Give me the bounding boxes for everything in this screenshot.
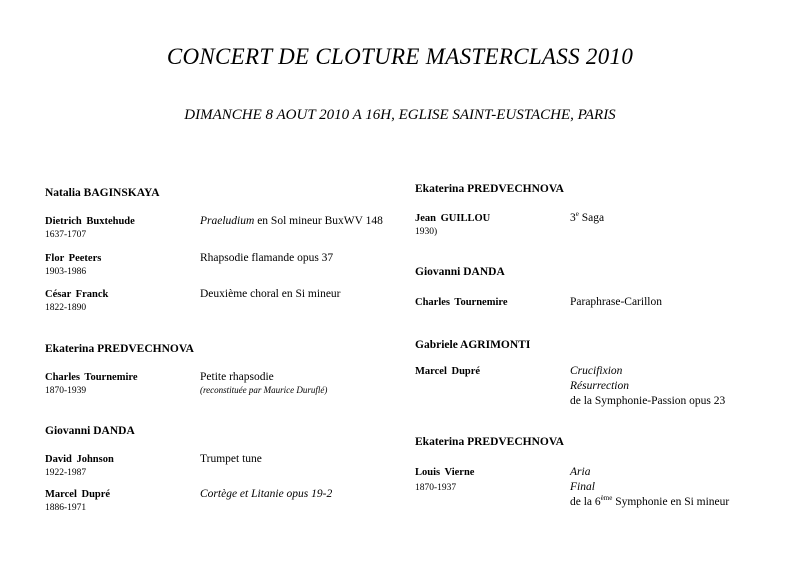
work-title-rest: Saga — [578, 212, 605, 224]
composer-dates: 1870-1937 — [415, 483, 457, 493]
work-title — [570, 212, 604, 224]
work-superscript: e — [575, 210, 579, 219]
composer-dates: 1870-1939 — [45, 386, 87, 396]
work-note: (reconstituée par Maurice Duruflé) — [200, 385, 328, 395]
work-title-italic: Praeludium — [200, 215, 255, 227]
composer-dates: 1903-1986 — [45, 267, 87, 277]
composer-dates: 1637-1707 — [45, 230, 87, 240]
composer-name: Flor Peeters — [45, 253, 102, 264]
performer-name: Ekaterina PREDVECHNOVA — [415, 436, 564, 448]
work-title-rest: en Sol mineur BuxWV 148 — [254, 215, 383, 227]
work-title: Crucifixion — [570, 365, 623, 377]
composer-name: Marcel Dupré — [45, 489, 111, 500]
composer-name: Dietrich Buxtehude — [45, 216, 135, 227]
composer-name: Charles Tournemire — [45, 372, 138, 383]
work-title: Final — [570, 481, 595, 493]
work-title — [200, 215, 383, 227]
composer-name: César Franck — [45, 289, 109, 300]
composer-dates: 1886-1971 — [45, 503, 87, 513]
composer-name: Marcel Dupré — [415, 366, 481, 377]
work-title: Deuxième choral en Si mineur — [200, 288, 341, 300]
work-number: 3 — [570, 212, 576, 224]
work-title: Cortège et Litanie opus 19-2 — [200, 488, 333, 500]
performer-name: Ekaterina PREDVECHNOVA — [415, 183, 564, 195]
composer-name: Louis Vierne — [415, 467, 475, 478]
work-title: Paraphrase-Carillon — [570, 296, 662, 308]
composer-dates: 1922-1987 — [45, 468, 87, 478]
performer-name: Giovanni DANDA — [45, 425, 135, 437]
work-subtitle — [570, 496, 729, 508]
page-subtitle: DIMANCHE 8 AOUT 2010 A 16H, EGLISE SAINT-EUSTACHE, PARIS — [184, 107, 616, 123]
work-title: Petite rhapsodie — [200, 371, 274, 383]
composer-dates: 1822-1890 — [45, 303, 87, 313]
work-subtitle-rest: Symphonie en Si mineur — [612, 496, 730, 508]
performer-name: Gabriele AGRIMONTI — [415, 339, 531, 351]
composer-name: Jean GUILLOU — [415, 213, 491, 224]
work-title: Résurrection — [570, 380, 629, 392]
performer-name: Ekaterina PREDVECHNOVA — [45, 343, 194, 355]
composer-dates: 1930) — [415, 227, 438, 237]
performer-name: Natalia BAGINSKAYA — [45, 187, 160, 199]
page-title: CONCERT DE CLOTURE MASTERCLASS 2010 — [166, 44, 634, 69]
work-subtitle-pre: de la 6 — [570, 496, 601, 508]
work-subtitle: de la Symphonie-Passion opus 23 — [570, 395, 726, 407]
work-superscript: ème — [600, 494, 613, 503]
work-title: Trumpet tune — [200, 453, 262, 465]
composer-name: Charles Tournemire — [415, 297, 508, 308]
composer-name: David Johnson — [45, 454, 114, 465]
performer-name: Giovanni DANDA — [415, 266, 505, 278]
work-title: Aria — [570, 466, 591, 478]
work-title: Rhapsodie flamande opus 37 — [200, 252, 334, 264]
